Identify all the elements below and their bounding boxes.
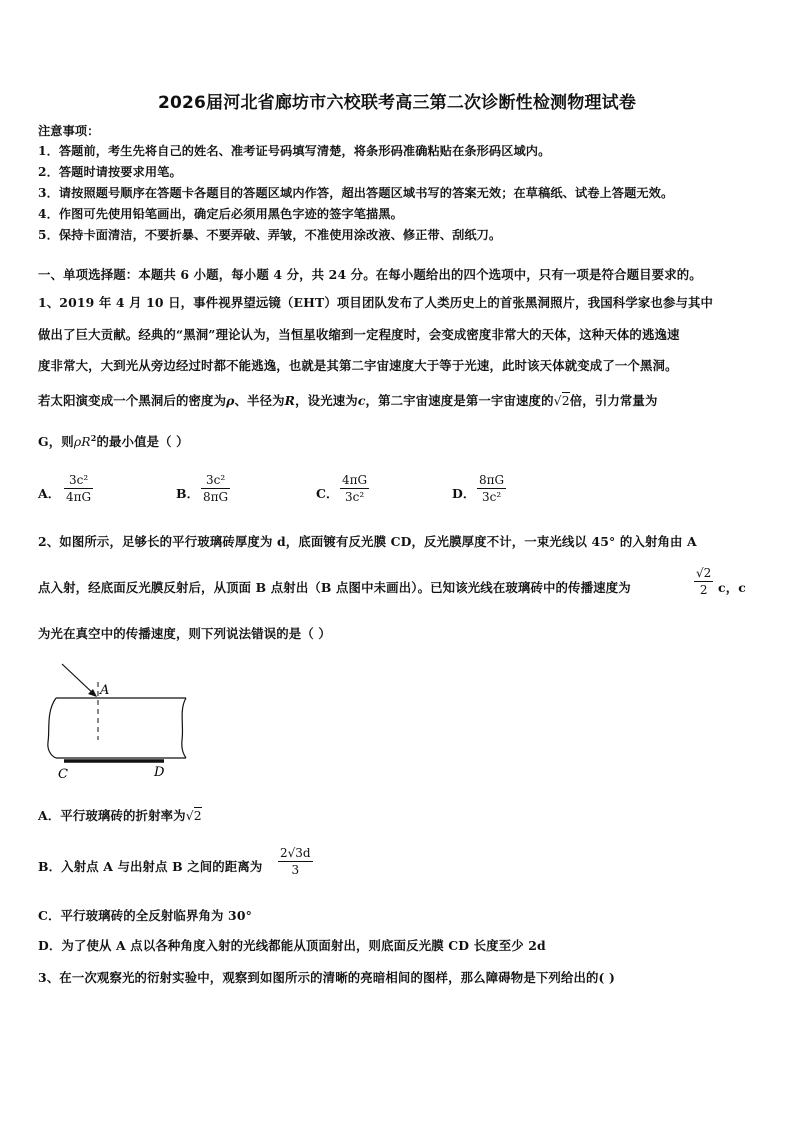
q1-line: 做出了巨大贡献。经典的“黑洞”理论认为，当恒星收缩到一定程度时，会变成密度非常大的天体，这种天体的逃逸速	[38, 327, 680, 342]
slab-right-break	[182, 698, 186, 758]
q2-option-a[interactable]: A．平行玻璃砖的折射率为√2	[38, 808, 202, 823]
label-c: C	[58, 767, 68, 782]
q2-option-d[interactable]: D．为了使从 A 点以各种角度入射的光线都能从顶面射出，则底面反光膜 CD 长度至少 2d	[38, 938, 546, 953]
q1-line: 若太阳演变成一个黑洞后的密度为ρ、半径为R，设光速为c，第二宇宙速度是第一宇宙速度的√2倍，引力常量为	[38, 393, 658, 408]
q1-option-c-fraction: 4πG 3c²	[342, 473, 368, 504]
q1-option-a[interactable]: A．	[38, 486, 61, 501]
q1-option-d-fraction: 8πG 3c²	[479, 473, 505, 504]
q1-option-d[interactable]: D．	[452, 486, 476, 501]
q1-option-b-fraction: 3c² 8πG	[203, 473, 229, 504]
section-heading: 一、单项选择题：本题共 6 小题，每小题 4 分，共 24 分。在每小题给出的四个选项中，只有一项是符合题目要求的。	[38, 267, 702, 282]
q2-line: 点入射，经底面反光膜反射后，从顶面 B 点射出（B 点图中未画出）。已知该光线在玻璃砖中的传播速度为	[38, 580, 631, 595]
note-item: 2．答题时请按要求用笔。	[38, 165, 182, 179]
q2-speed-fraction: √2 2	[696, 566, 712, 597]
slab-left-break	[48, 698, 56, 758]
q2-line: c，c	[718, 580, 746, 595]
note-item: 5．保持卡面清洁，不要折暴、不要弄破、弄皱，不准使用涂改液、修正带、刮纸刀。	[38, 228, 502, 242]
page-title: 2026届河北省廊坊市六校联考高三第二次诊断性检测物理试卷	[157, 93, 637, 113]
q2-line: 为光在真空中的传播速度，则下列说法错误的是（ ）	[38, 626, 331, 641]
q3-line: 3、在一次观察光的衍射实验中，观察到如图所示的清晰的亮暗相间的图样，那么障碍物是下列给出的( )	[38, 970, 616, 985]
q1-option-c[interactable]: C．	[316, 486, 339, 501]
label-d: D	[154, 765, 165, 780]
q1-option-a-fraction: 3c² 4πG	[66, 473, 92, 504]
q1-option-b[interactable]: B．	[176, 486, 200, 501]
glass-slab-figure	[38, 660, 218, 785]
q2-option-c[interactable]: C．平行玻璃砖的全反射临界角为 30°	[38, 908, 252, 923]
q1-line: 1、2019 年 4 月 10 日，事件视界望远镜（EHT）项目团队发布了人类历史上的首张黑洞照片，我国科学家也参与其中	[38, 295, 714, 310]
note-item: 3．请按照题号顺序在答题卡各题目的答题区域内作答，超出答题区域书写的答案无效；在草稿纸、试卷上答题无效。	[38, 186, 674, 200]
q1-line: G，则$\rho R^2$的最小值是（ ）	[38, 433, 189, 449]
label-a: A	[100, 683, 110, 698]
q2-option-b[interactable]: B．入射点 A 与出射点 B 之间的距离为	[38, 859, 263, 874]
q2-line: 2、如图所示，足够长的平行玻璃砖厚度为 d，底面镀有反光膜 CD，反光膜厚度不计，一束光线以 45° 的入射角由 A	[38, 534, 697, 549]
notes-heading: 注意事项：	[38, 124, 100, 138]
q2-option-b-fraction: 2√3d 3	[280, 846, 311, 877]
note-item: 1．答题前，考生先将自己的姓名、准考证号码填写清楚，将条形码准确粘贴在条形码区域内。	[38, 144, 551, 158]
note-item: 4．作图可先使用铅笔画出，确定后必须用黑色字迹的签字笔描黑。	[38, 207, 403, 221]
q1-line: 度非常大，大到光从旁边经过时都不能逃逸，也就是其第二宇宙速度大于等于光速，此时该天体就变成了一个黑洞。	[38, 358, 678, 373]
